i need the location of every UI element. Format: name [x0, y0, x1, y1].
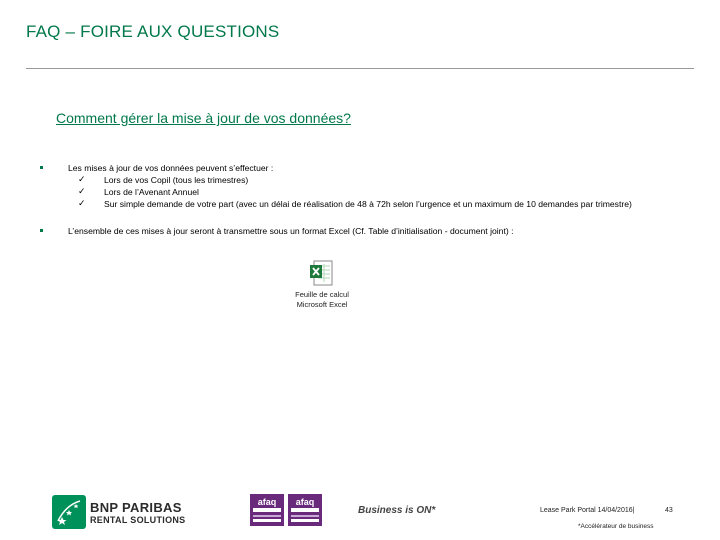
cert-text: afaq — [257, 497, 277, 507]
bullet-marker — [40, 229, 43, 232]
sub-list-item — [68, 186, 720, 198]
faq-question: Comment gérer la mise à jour de vos données? — [56, 110, 351, 126]
embedded-excel-object[interactable] — [288, 260, 356, 310]
slide-title: FAQ – FOIRE AUX QUESTIONS — [26, 22, 280, 41]
checkmark-icon: ✓ — [78, 199, 86, 209]
checkmark-icon: ✓ — [78, 175, 86, 185]
sub-item-text: Lors de l’Avenant Annuel — [104, 187, 199, 197]
certification-badge-icon — [288, 494, 322, 526]
footer-note: *Accélérateur de business — [578, 523, 654, 530]
bullet-list — [40, 162, 720, 237]
afaq-certification-badge — [250, 494, 284, 526]
bnp-paribas-logo — [52, 495, 202, 529]
bullet-item — [40, 225, 720, 237]
sub-item-text: Sur simple demande de votre part (avec un délai de réalisation de 48 à 72h selon l’urgence et un maximum de 10 demandes par trimestre) — [104, 199, 632, 209]
page-number: 43 — [665, 507, 673, 514]
footer-meta: Lease Park Portal 14/04/2016| — [540, 507, 635, 514]
checkmark-icon: ✓ — [78, 187, 86, 197]
sub-item-text: Lors de vos Copil (tous les trimestres) — [104, 175, 249, 185]
logo-line2: RENTAL SOLUTIONS — [90, 515, 186, 525]
excel-spreadsheet-icon — [310, 260, 334, 286]
logo-line1: BNP PARIBAS — [90, 500, 182, 515]
bullet-item — [40, 162, 720, 210]
sub-list — [68, 174, 720, 210]
certification-badge-icon — [250, 494, 284, 526]
afaq-certification-badge — [288, 494, 322, 526]
bnp-stars-logo-icon — [52, 495, 86, 529]
cert-text: afaq — [295, 497, 315, 507]
bullet-text: L’ensemble de ces mises à jour seront à transmettre sous un format Excel (Cf. Table d’initialisation - document joint) : — [68, 226, 514, 236]
sub-list-item — [68, 198, 720, 210]
excel-label-line1: Feuille de calcul — [295, 290, 349, 299]
footer — [0, 490, 720, 540]
excel-label-line2: Microsoft Excel — [296, 300, 348, 309]
tagline: Business is ON* — [358, 505, 436, 516]
bullet-marker — [40, 166, 43, 169]
title-divider — [26, 68, 694, 69]
bullet-text: Les mises à jour de vos données peuvent s’effectuer : — [68, 163, 274, 173]
sub-list-item — [68, 174, 720, 186]
